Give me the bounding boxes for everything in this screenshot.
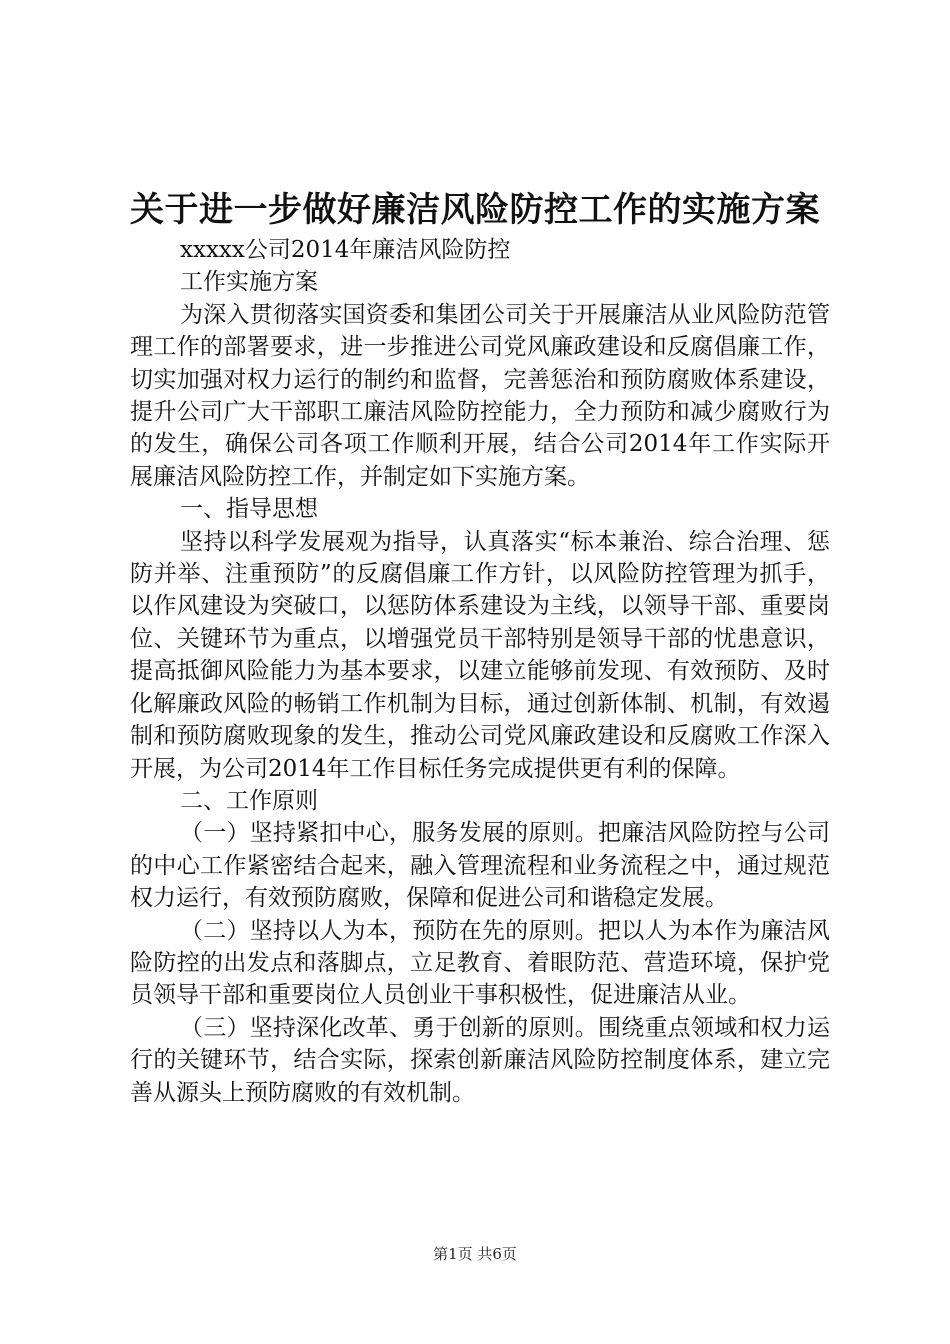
subtitle-company-line: xxxxx公司2014年廉洁风险防控	[180, 237, 511, 263]
section-heading-work-principles: 二、工作原则	[180, 787, 318, 814]
guiding-ideology-paragraph: 坚持以科学发展观为指导，认真落实“标本兼治、综合治理、惩防并举、注重预防”的反腐倡廉工作方针，以风险防控管理为抓手，以作风建设为突破口，以惩防体系建设为主线，以领导干部、重要岗位、关键环节为重点，以增强党员干部特别是领导干部的忧患意识，提高抵御风险能力为基本要求，以建立能够前发现、有效预防、及时化解廉政风险的畅销工作机制为目标，通过创新体制、机制，有效遏制和预防腐败现象的发生，推动公司党风廉政建设和反腐败工作深入开展，为公司2014年工作目标任务完成提供更有利的保障。	[130, 528, 830, 782]
document-body	[130, 234, 830, 1109]
principle-paragraph-2: （二）坚持以人为本，预防在先的原则。把以人为本作为廉洁风险防控的出发点和落脚点，立足教育、着眼防范、营造环境，保护党员领导干部和重要岗位人员创业干事积极性，促进廉洁从业。	[130, 917, 830, 1009]
page-footer: 第1页 共6页	[433, 1245, 517, 1263]
intro-paragraph: 为深入贯彻落实国资委和集团公司关于开展廉洁从业风险防范管理工作的部署要求，进一步推进公司党风廉政建设和反腐倡廉工作，切实加强对权力运行的制约和监督，完善惩治和预防腐败体系建设，提升公司广大干部职工廉洁风险防控能力，全力预防和减少腐败行为的发生，确保公司各项工作顺利开展，结合公司2014年工作实际开展廉洁风险防控工作，并制定如下实施方案。	[130, 301, 830, 490]
principle-paragraph-1: （一）坚持紧扣中心，服务发展的原则。把廉洁风险防控与公司的中心工作紧密结合起来，融入管理流程和业务流程之中，通过规范权力运行，有效预防腐败，保障和促进公司和谐稳定发展。	[130, 820, 830, 912]
principle-paragraph-3: （三）坚持深化改革、勇于创新的原则。围绕重点领域和权力运行的关键环节，结合实际，探索创新廉洁风险防控制度体系，建立完善从源头上预防腐败的有效机制。	[130, 1014, 830, 1106]
document-title: 关于进一步做好廉洁风险防控工作的实施方案	[130, 190, 820, 230]
subtitle-plan-line: 工作实施方案	[180, 269, 318, 296]
section-heading-guiding-ideology: 一、指导思想	[180, 496, 318, 523]
